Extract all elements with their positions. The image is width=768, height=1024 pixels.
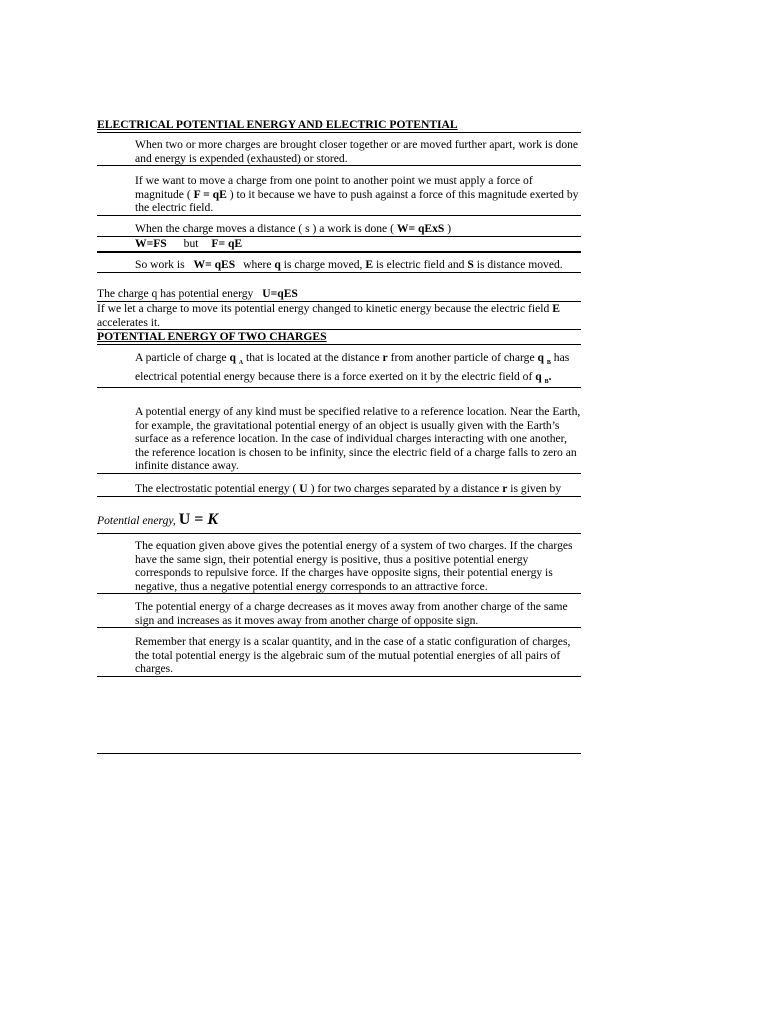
symbol-qb: q: [537, 351, 544, 364]
symbol-e: E: [365, 258, 374, 271]
formula-w-qes: W= qES: [193, 258, 236, 271]
formula-u-qes: U=qES: [262, 287, 298, 300]
section-heading-electrical-potential: ELECTRICAL POTENTIAL ENERGY AND ELECTRIC POTENTIAL: [97, 118, 581, 133]
paragraph-pe-decreases: The potential energy of a charge decreases as it moves away from another charge of the same sign and increases as it moves away from another charge of opposite sign.: [97, 600, 581, 628]
formula-line-wfs: [97, 237, 581, 252]
symbol-qa: q: [229, 351, 236, 364]
formula-w-qexs: W= qExS: [396, 222, 445, 235]
text: ) for two charges separated by a distance: [307, 482, 503, 495]
text: ) to it because we have to push against a force of this magnitude exerted by the electric field.: [135, 187, 579, 215]
text: has electrical potential energy because there is a force exerted on it by the electric field of: [135, 351, 570, 383]
text: The charge q has potential energy: [97, 287, 254, 300]
text: If we let a charge to move its potential energy changed to kinetic energy because the electric field: [97, 302, 553, 315]
symbol-s: S: [467, 258, 474, 271]
equation-label: Potential energy,: [97, 514, 176, 527]
symbol-qb-2: q: [535, 369, 542, 383]
divider: [97, 532, 581, 534]
paragraph-so-work: [97, 258, 581, 273]
subscript-b-2: B: [544, 378, 549, 385]
paragraph-apply-force: [97, 174, 581, 216]
symbol-u: U: [299, 482, 308, 495]
symbol-q: q: [274, 258, 281, 271]
formula-w-fs: W=FS: [135, 237, 167, 250]
subscript-b: B: [546, 360, 551, 366]
paragraph-work-done: [97, 222, 581, 237]
equation-u: U =: [178, 511, 208, 528]
text: from another particle of charge: [387, 351, 538, 364]
formula-f-qe-2: F= qE: [211, 237, 243, 250]
paragraph-charges-work: When two or more charges are brought closer together or are moved further apart, work is done and energy is expended (exhausted) or stored.: [97, 138, 581, 166]
paragraph-equation-given: The equation given above gives the potential energy of a system of two charges. If the charges have the same sign, their potential energy is positive, thus a positive potential energy corresponds to repulsive force. If the charges have opposite signs, their potential energy is negative, thus a negative potential energy corresponds to an attractive force.: [97, 539, 581, 594]
paragraph-kinetic: [97, 302, 581, 330]
text: is electric field and: [373, 258, 468, 271]
equation-k: K: [207, 511, 219, 528]
text: accelerates it.: [97, 315, 161, 329]
formula-f-qe: F = qE: [193, 187, 227, 201]
text: is charge moved,: [280, 258, 366, 271]
paragraph-reference-location: A potential energy of any kind must be specified relative to a reference location. Near the Earth, for example, the gravitational potential energy of an object is usually given with the Earth’s surface as a reference location. In the case of individual charges interacting with one another, the reference location is chosen to be infinity, since the electric field of a charge falls to zero an infinite distance away.: [97, 405, 581, 474]
text-but: but: [183, 237, 199, 250]
section-heading-two-charges: POTENTIAL ENERGY OF TWO CHARGES: [97, 330, 581, 345]
text: where: [243, 258, 275, 271]
symbol-e-2: E: [552, 302, 560, 315]
symbol-r: r: [382, 351, 388, 364]
equation-potential-energy: [97, 513, 581, 528]
text: is distance moved.: [473, 258, 563, 271]
paragraph-electrostatic-pe: [97, 482, 581, 497]
text: If we want to move a charge from one point to another point we must apply a force of magnitude (: [135, 174, 533, 201]
text: .: [548, 369, 552, 383]
symbol-r-2: r: [502, 482, 508, 495]
paragraph-scalar-quantity: Remember that energy is a scalar quantity, and in the case of a static configuration of charges, the total potential energy is the algebraic sum of the mutual potential energies of all pairs of charges.: [97, 635, 581, 677]
text: is given by: [507, 482, 562, 495]
paragraph-charge-pe: [97, 287, 581, 302]
subscript-a: A: [238, 360, 244, 366]
text: When the charge moves a distance ( s ) a work is done (: [135, 222, 397, 235]
text: ): [444, 222, 452, 235]
text: The electrostatic potential energy (: [135, 482, 300, 495]
text: So work is: [135, 258, 185, 271]
text: A particle of charge: [135, 351, 230, 364]
text: that is located at the distance: [243, 351, 383, 364]
bottom-rule: [97, 752, 581, 754]
paragraph-particle-charge: [97, 350, 581, 388]
divider: [97, 251, 581, 253]
